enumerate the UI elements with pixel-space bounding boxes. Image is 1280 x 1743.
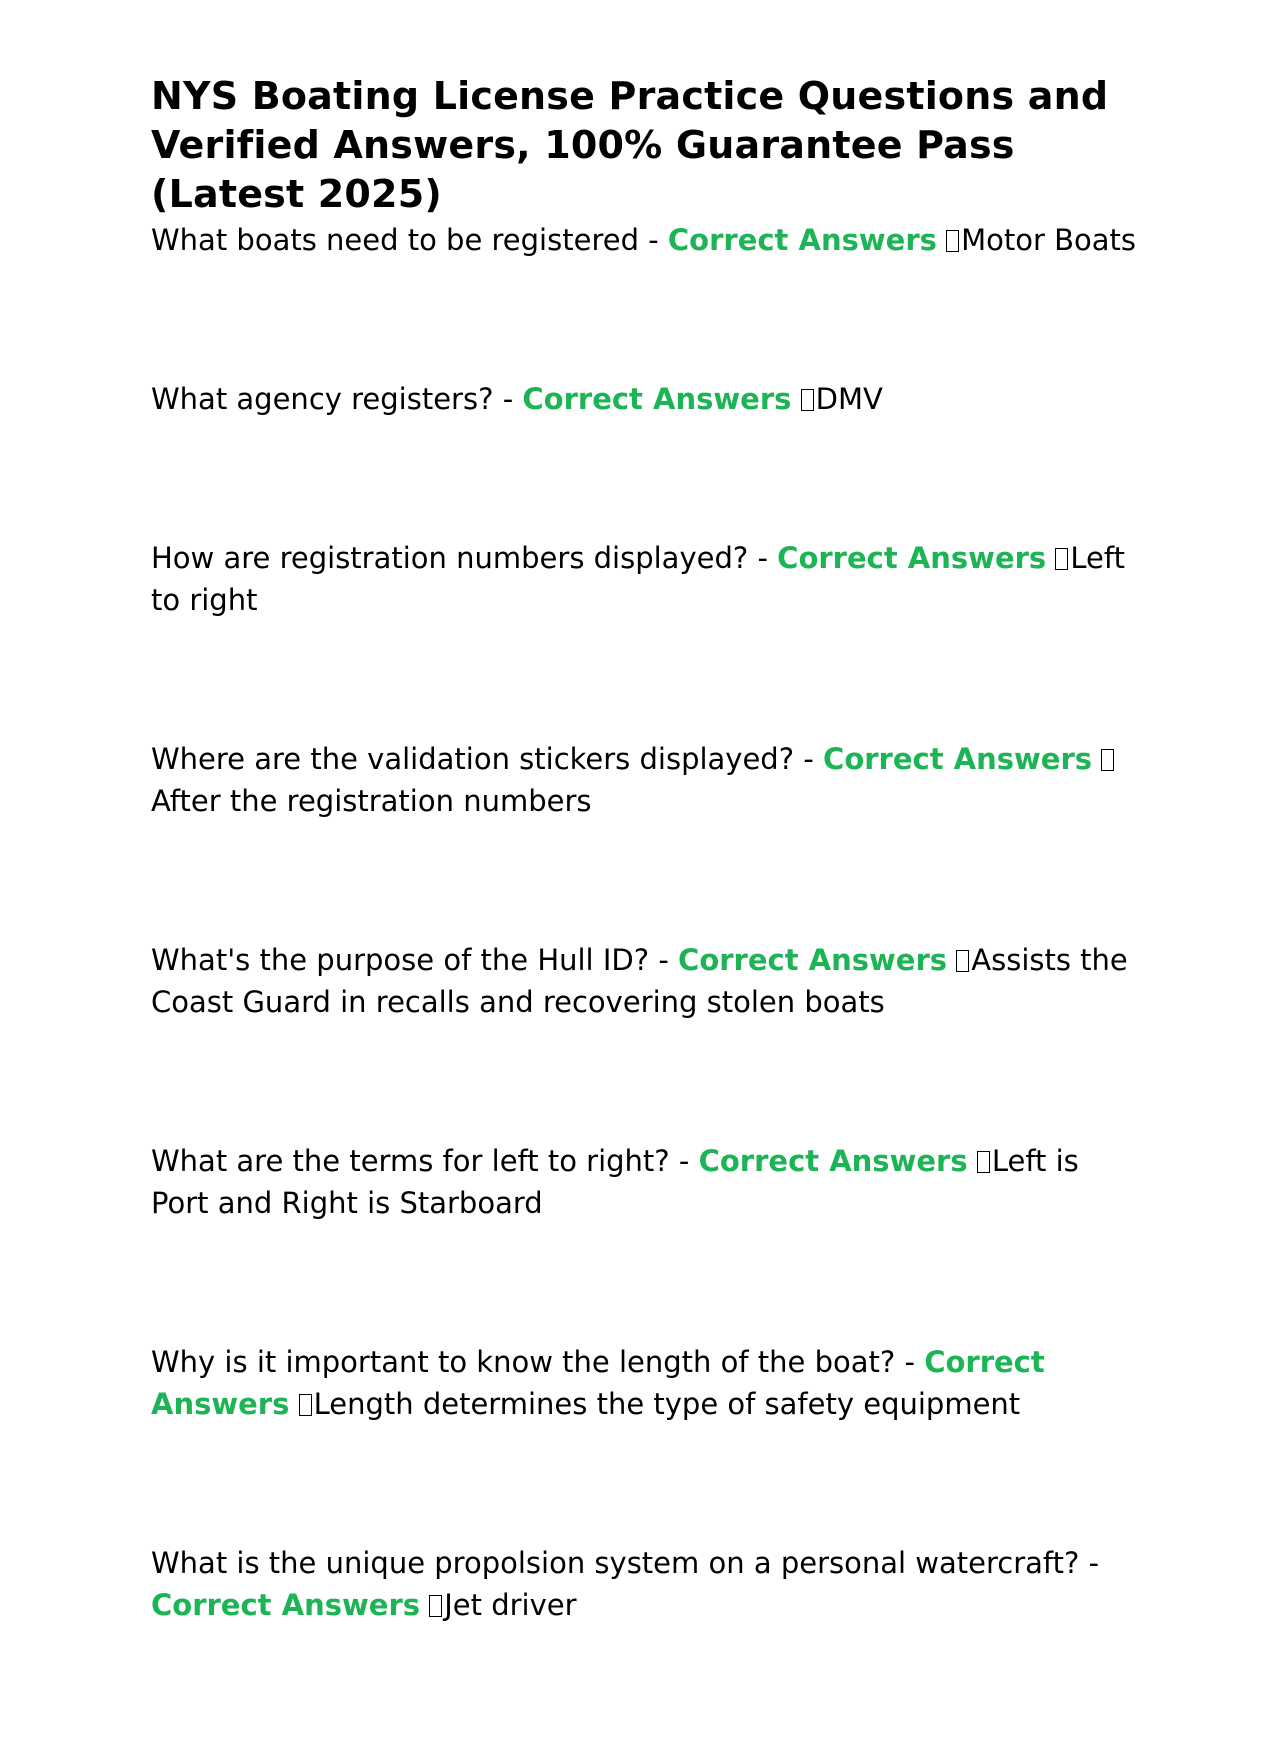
document-title: NYS Boating License Practice Questions and Verified Answers, 100% Guarantee Pass (Latest 2025) [151, 74, 1109, 216]
separator: - [895, 1345, 925, 1379]
correct-answers-label: Correct Answers [522, 382, 792, 416]
correct-answers-label: Correct Answers [698, 1144, 968, 1178]
answer-text: Jet driver [444, 1588, 577, 1622]
answer-text: Left to right [151, 541, 1125, 617]
qa-item [151, 1341, 1141, 1425]
missing-glyph-icon [1101, 749, 1114, 771]
correct-answers-label: Correct Answers [823, 742, 1093, 776]
question-text: What agency registers? [151, 382, 494, 416]
separator: - [669, 1144, 699, 1178]
answer-text: Length determines the type of safety equipment [313, 1387, 1021, 1421]
answer-text: After the registration numbers [151, 784, 592, 818]
answer-text: Motor Boats [961, 223, 1137, 257]
answer-text: DMV [815, 382, 883, 416]
separator: - [748, 541, 778, 575]
missing-glyph-icon [977, 1151, 990, 1173]
separator: - [794, 742, 824, 776]
qa-item [151, 378, 1141, 420]
missing-glyph-icon [1055, 548, 1068, 570]
answer-text: Left is Port and Right is Starboard [151, 1144, 1079, 1220]
question-text: Why is it important to know the length of the boat? [151, 1345, 896, 1379]
qa-item [151, 939, 1141, 1023]
qa-item [151, 537, 1141, 621]
correct-answers-label: Correct Answers [151, 1345, 1045, 1421]
question-text: How are registration numbers displayed? [151, 541, 749, 575]
document-content [151, 72, 1141, 1743]
correct-answers-label: Correct Answers [777, 541, 1047, 575]
correct-answers-label: Correct Answers [667, 223, 937, 257]
missing-glyph-icon [956, 950, 969, 972]
separator: - [649, 943, 679, 977]
qa-item [151, 1140, 1141, 1224]
question-text: What boats need to be registered [151, 223, 639, 257]
qa-item [151, 738, 1141, 822]
qa-item [151, 1542, 1141, 1626]
missing-glyph-icon [429, 1595, 442, 1617]
question-text: Where are the validation stickers displayed? [151, 742, 795, 776]
missing-glyph-icon [299, 1394, 312, 1416]
separator: - [1079, 1546, 1100, 1580]
qa-item [151, 219, 1141, 261]
correct-answers-label: Correct Answers [151, 1588, 421, 1622]
answer-text: Assists the Coast Guard in recalls and recovering stolen boats [151, 943, 1128, 1019]
qa-list [151, 219, 1141, 1626]
separator: - [638, 223, 668, 257]
missing-glyph-icon [801, 389, 814, 411]
correct-answers-label: Correct Answers [678, 943, 948, 977]
question-text: What's the purpose of the Hull ID? [151, 943, 650, 977]
question-text: What is the unique propolsion system on a personal watercraft? [151, 1546, 1080, 1580]
separator: - [493, 382, 523, 416]
question-text: What are the terms for left to right? [151, 1144, 670, 1178]
missing-glyph-icon [946, 230, 959, 252]
